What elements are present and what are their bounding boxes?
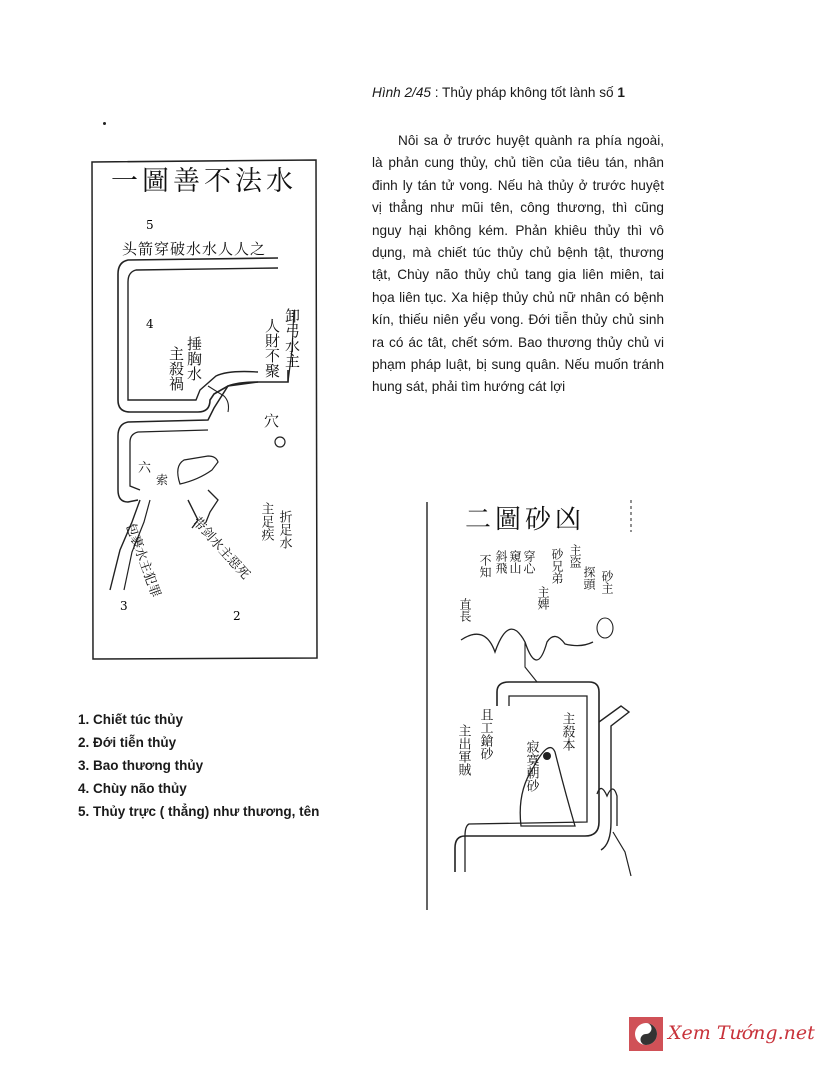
figure-1-label-mid-diagonal: 带剑水主惡死 — [189, 514, 253, 583]
figure-1-title: 一圖善不法水 — [111, 166, 297, 197]
figure-1-label-4-col2: 主殺禍 — [167, 346, 185, 391]
figure-1-label-liu: 六 — [138, 461, 152, 476]
caption-title: Thủy pháp không tốt lành số — [442, 85, 618, 100]
figure-2-col: 直長 — [458, 598, 472, 622]
caption-number: 1 — [617, 85, 625, 100]
watermark-text: Xem Tướng.net — [668, 1022, 815, 1044]
stray-dot-mark — [103, 122, 106, 125]
figure-1-label-zhuzu: 主足疾 — [258, 502, 274, 541]
figure-2-col: 砂主 — [600, 570, 614, 594]
figure-1-label-xue: 穴 — [264, 412, 280, 430]
site-logo-icon — [628, 1016, 664, 1052]
legend-item: 2. Đới tiễn thủy — [78, 735, 177, 750]
figure-1-label-zhezu: 折足水 — [276, 510, 292, 549]
figure-1-label-right-col2: 人財不聚 — [263, 318, 281, 378]
figure-2-sand-diagram — [425, 492, 637, 912]
figure-2-right-stream — [613, 832, 631, 876]
figure-2-col: 探頭 — [582, 566, 596, 590]
figure-2-water-channel-right — [599, 706, 629, 850]
figure-1-water-path-inner — [128, 268, 278, 400]
figure-1-label-top: 头箭穿破水水人人之 — [122, 240, 267, 258]
figure-legend — [78, 708, 388, 823]
figure-1-number-5: 5 — [146, 218, 154, 232]
figure-1-water-path-lower-inner — [130, 430, 208, 490]
legend-item: 5. Thủy trực ( thẳng) như thương, tên — [78, 804, 320, 819]
figure-label: Hình 2/45 — [372, 85, 431, 100]
figure-2-title: 二圖砂凶 — [464, 505, 586, 535]
caption-separator: : — [430, 85, 443, 100]
site-watermark — [628, 1012, 815, 1058]
figure-caption — [372, 82, 664, 104]
figure-2-label-right: 主殺本 — [559, 712, 575, 751]
figure-2-col: 穿心 — [522, 550, 536, 574]
figure-1-number-2: 2 — [233, 609, 241, 623]
figure-2-sand-mark — [597, 618, 613, 638]
figure-1-number-3: 3 — [120, 599, 128, 613]
figure-2-point — [543, 752, 551, 760]
figure-1-label-center: 索 — [156, 473, 169, 487]
figure-2-label-left: 主出軍賊 — [455, 724, 471, 776]
figure-2-col: 不知 — [478, 554, 492, 578]
legend-item: 1. Chiết túc thủy — [78, 712, 184, 727]
figure-1-cave-circle — [275, 437, 285, 447]
body-paragraph: Nôi sa ở trước huyệt quành ra phía ngoài, là phản cung thủy, chủ tiền của tiêu tán, nhân đinh ly tán tử vong. Nếu hà thủy ở trước huyệt vị thẳng như mũi tên, công thương, thì cũng nguy hại không kém. Phản khiêu thủy thì vô dụng, mà chiết túc thủy chủ bệnh tật, thương tật, Chùy não thủy chủ tang gia liên miên, tai họa liên tục. Xa hiệp thủy chủ nữ nhân có bệnh kín, thiếu niên yểu vong. Đới tiễn thủy chủ sinh ra có ác tât, chết sớm. Bao thương thủy chủ vi phạm pháp luật, bị sung quân. Nếu muốn tránh hung sát, phải tìm hướng cát lợi — [372, 133, 664, 395]
figure-1-water-diagram — [88, 150, 320, 664]
figure-2-col: 主婢 — [536, 586, 550, 610]
figure-1-label-4-col1: 捶胸水 — [185, 336, 203, 381]
figure-1-label-right-col1: 卸弓水主 — [283, 308, 301, 368]
figure-1-label-left-diagonal: 包裹水主犯罪 — [122, 521, 164, 600]
figure-1-mid-stream-2 — [206, 490, 218, 522]
legend-item: 4. Chùy não thủy — [78, 781, 187, 796]
figure-1-pond — [178, 456, 218, 484]
figure-2-col: 砂兄弟 — [550, 548, 564, 584]
figure-2-col: 斜飛 — [494, 550, 508, 574]
figure-2-col: 主盗 — [568, 544, 582, 568]
figure-2-label-mid: 且工鎗砂 — [477, 708, 493, 760]
figure-2-label-center: 寂寞朝砂 — [523, 740, 539, 792]
figure-2-fork — [597, 788, 617, 826]
figure-2-col: 窺山 — [508, 550, 522, 574]
figure-2-mountains — [461, 629, 593, 660]
figure-1-number-4: 4 — [146, 317, 154, 331]
legend-item: 3. Bao thương thủy — [78, 758, 204, 773]
